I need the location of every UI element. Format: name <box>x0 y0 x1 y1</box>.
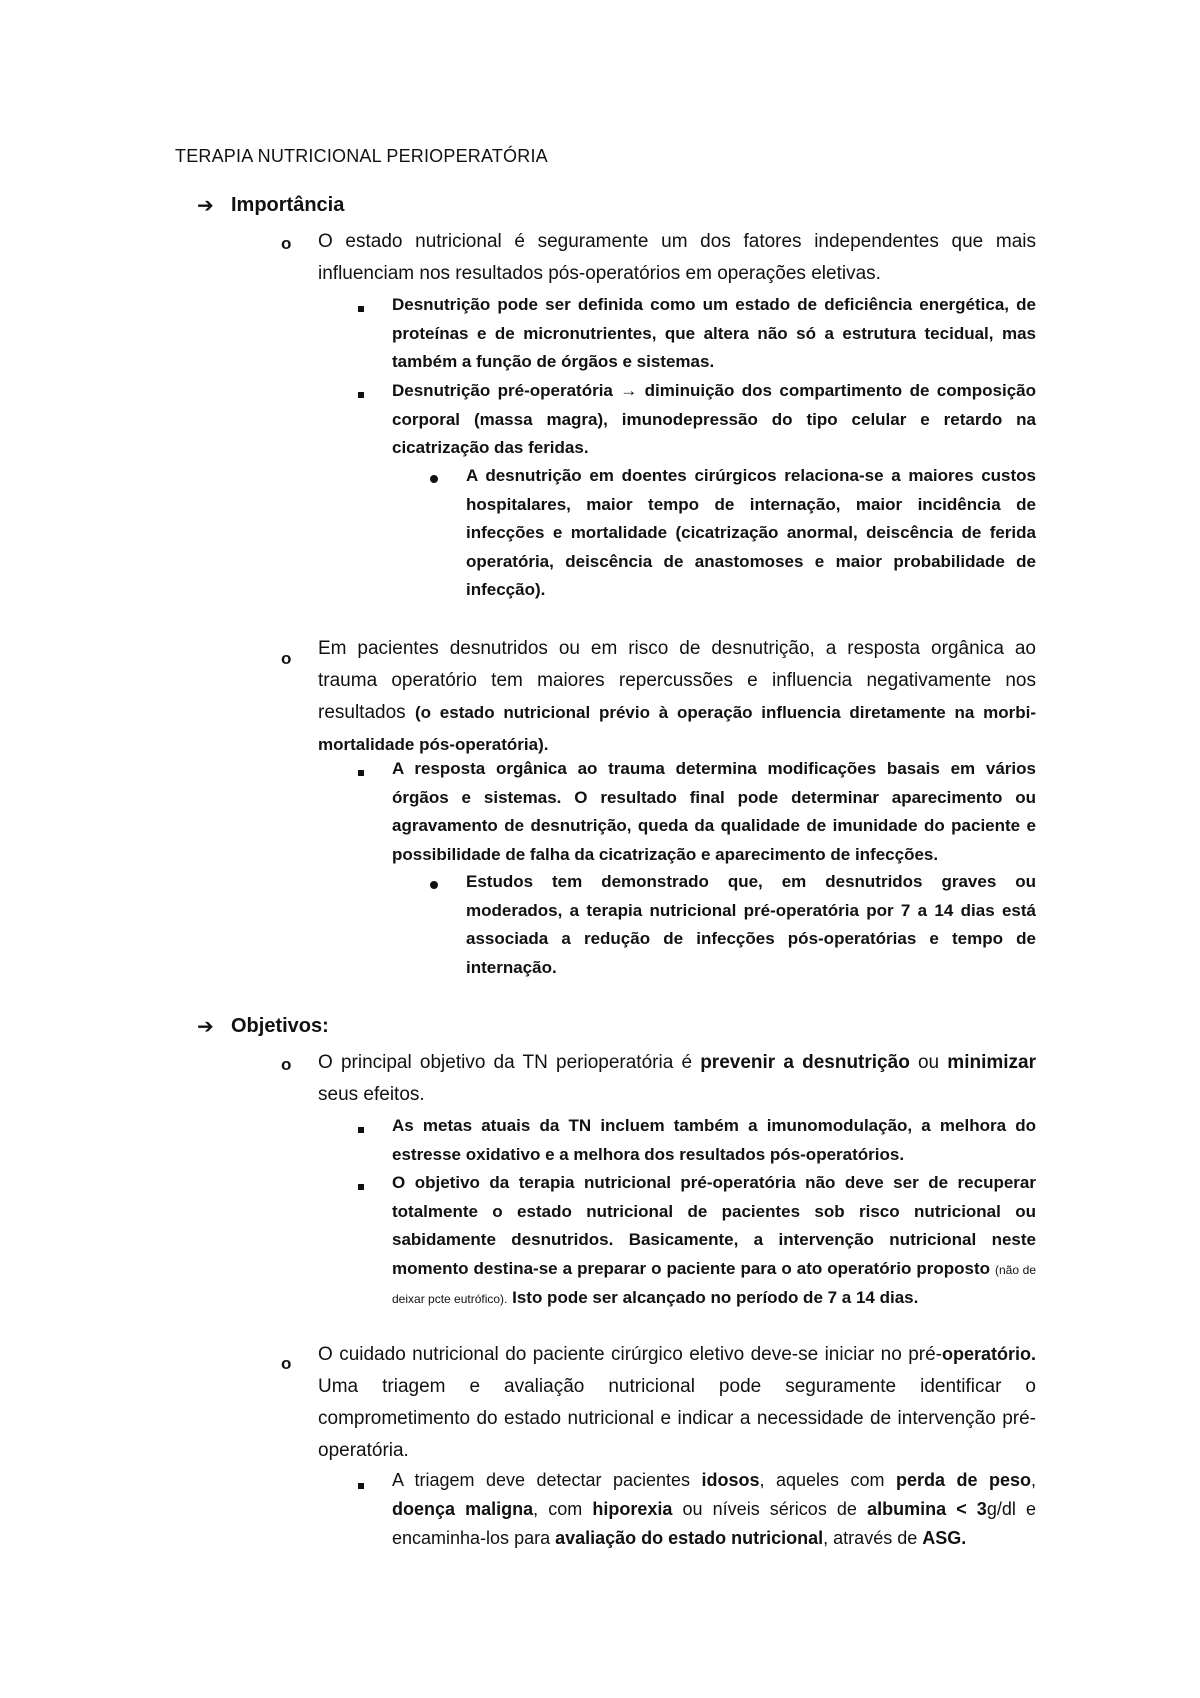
sub-list-item-text: , aqueles com <box>759 1470 896 1490</box>
square-bullet-icon <box>358 306 364 312</box>
sub-list-item-text: O objetivo da terapia nutricional pré-operatória não deve ser de recuperar totalmente o estado nutricional de pacientes sob risco nutricional ou sabidamente desnutridos. Basicamente, a intervenção nutricional neste momento destina-se a preparar o paciente para o ato operatório proposto <box>392 1173 1036 1278</box>
square-bullet-icon <box>358 392 364 398</box>
list-item-text: Uma triagem e avaliação nutricional pode seguramente identificar o comprometimento do estado nutricional e indicar a necessidade de intervenção pré-operatória. <box>318 1376 1036 1461</box>
list-item-text: seus efeitos. <box>318 1084 425 1105</box>
round-bullet-icon <box>430 881 438 889</box>
list-item-bold-text: prevenir a desnutrição <box>700 1052 910 1073</box>
side-note: (não de deixar pcte eutrófico). <box>392 1262 1037 1306</box>
level1-bullet-icon: o <box>281 649 292 668</box>
sub-list-item-text: g/dl e encaminha-los para <box>392 1499 1036 1548</box>
sub-list-item-text: A triagem deve detectar pacientes <box>392 1470 702 1490</box>
level1-bullet-icon: o <box>281 1055 292 1074</box>
document-title: TERAPIA NUTRICIONAL PERIOPERATÓRIA <box>175 146 548 166</box>
sub-list-item-text: Desnutrição pode ser definida como um estado de deficiência energética, de proteínas e de micronutrientes, que altera não só a estrutura tecidual, mas também a função de órgãos e sistemas. <box>392 295 1036 371</box>
list-item-text: O estado nutricional é seguramente um dos fatores independentes que mais influenciam nos resultados pós-operatórios em operações eletivas. <box>318 231 1036 284</box>
list-item-text: ou <box>909 1052 948 1073</box>
sub-list-item <box>392 1169 1036 1314</box>
sub-list-item-bold-text: idosos <box>701 1470 760 1490</box>
bullet-item <box>466 868 1036 982</box>
square-bullet-icon <box>358 1127 364 1133</box>
section-heading-label: Objetivos: <box>231 1015 329 1037</box>
sub-list-item-bold-text: ASG. <box>922 1528 967 1548</box>
square-bullet-icon <box>358 1483 364 1489</box>
bullet-item <box>466 462 1036 605</box>
list-item <box>318 1338 1036 1467</box>
list-item <box>318 1047 1036 1111</box>
bullet-item-text: A desnutrição em doentes cirúrgicos relaciona-se a maiores custos hospitalares, maior tempo de internação, maior incidência de infecções e mortalidade (cicatrização anormal, deiscência de ferida operatória, deiscência de anastomoses e maior probabilidade de infecção). <box>466 466 1036 599</box>
section-heading-importancia <box>197 193 344 218</box>
sub-list-item <box>392 377 1036 463</box>
list-item <box>318 226 1036 290</box>
sub-list-item-bold-text: albumina < 3 <box>867 1499 987 1519</box>
level1-bullet-icon: o <box>281 234 292 253</box>
sub-list-item-text: , com <box>533 1499 593 1519</box>
sub-list-item-text: As metas atuais da TN incluem também a imunomodulação, a melhora do estresse oxidativo e a melhora dos resultados pós-operatórios. <box>392 1116 1036 1164</box>
sub-list-item <box>392 1466 1036 1553</box>
level1-bullet-icon: o <box>281 1354 292 1373</box>
bullet-item-text: Estudos tem demonstrado que, em desnutridos graves ou moderados, a terapia nutricional pré-operatória por 7 a 14 dias está associada a redução de infecções pós-operatórias e tempo de internação. <box>466 872 1036 977</box>
list-item <box>318 633 1036 761</box>
list-item-text: O cuidado nutricional do paciente cirúrgico eletivo deve-se iniciar no pré- <box>318 1344 942 1365</box>
sub-list-item <box>392 291 1036 377</box>
list-item-bold-text: (o estado nutricional prévio à operação influencia diretamente na morbi-mortalidade pós-operatória). <box>318 703 1036 754</box>
square-bullet-icon <box>358 1184 364 1190</box>
sub-list-item-text: , através de <box>823 1528 923 1548</box>
sub-list-item-bold-text: doença maligna <box>392 1499 534 1519</box>
sub-list-item-text: ou níveis séricos de <box>672 1499 868 1519</box>
sub-list-item-text: , <box>1030 1470 1036 1490</box>
sub-list-item-text: Desnutrição pré-operatória → diminuição dos compartimento de composição corporal (massa magra), imunodepressão do tipo celular e retardo na cicatrização das feridas. <box>392 381 1036 457</box>
sub-list-item-text: Isto pode ser alcançado no período de 7 a 14 dias. <box>507 1288 919 1307</box>
list-item-bold-text: minimizar <box>947 1052 1036 1073</box>
sub-list-item-text: A resposta orgânica ao trauma determina modificações basais em vários órgãos e sistemas. O resultado final pode determinar aparecimento ou agravamento de desnutrição, queda da qualidade de imunidade do paciente e possibilidade de falha da cicatrização e aparecimento de infecções. <box>392 759 1036 864</box>
list-item-text: O principal objetivo da TN perioperatória é <box>318 1052 701 1073</box>
arrow-icon: ➔ <box>197 1016 214 1038</box>
sub-list-item-bold-text: avaliação do estado nutricional <box>555 1528 824 1548</box>
square-bullet-icon <box>358 770 364 776</box>
list-item-bold-text: operatório. <box>941 1344 1036 1364</box>
section-heading-label: Importância <box>231 194 345 216</box>
sub-list-item-bold-text: hiporexia <box>592 1499 673 1519</box>
section-heading-objetivos <box>197 1014 329 1039</box>
sub-list-item <box>392 1112 1036 1169</box>
arrow-icon: ➔ <box>197 195 214 217</box>
sub-list-item <box>392 755 1036 869</box>
round-bullet-icon <box>430 475 438 483</box>
list-item-text: Em pacientes desnutridos ou em risco de desnutrição, a resposta orgânica ao trauma operatório tem maiores repercussões e influencia negativamente nos resultados <box>318 638 1036 723</box>
sub-list-item-bold-text: perda de peso <box>896 1470 1031 1490</box>
